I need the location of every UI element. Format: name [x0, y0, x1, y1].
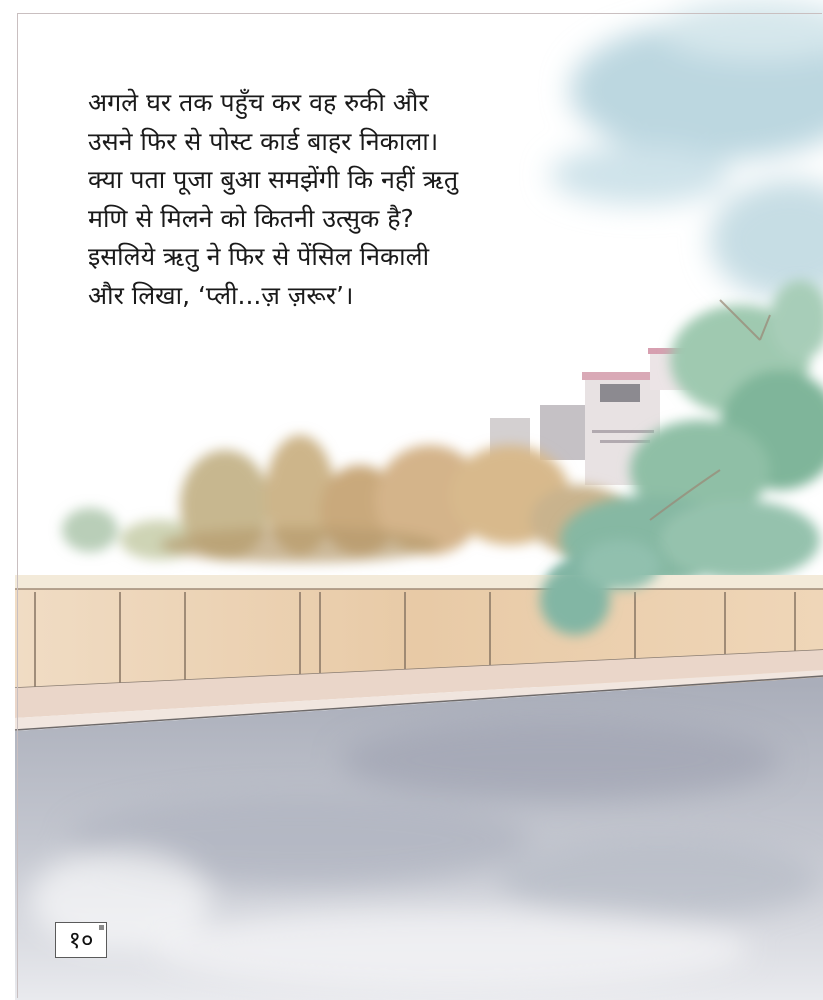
road — [15, 677, 823, 1000]
story-line: क्या पता पूजा बुआ समझेंगी कि नहीं ऋतु — [88, 165, 459, 194]
story-line: उसने फिर से पोस्ट कार्ड बाहर निकाला। — [88, 126, 439, 156]
story-paragraph — [88, 84, 568, 315]
page-number-box — [55, 922, 107, 958]
story-line: मणि से मिलने को कितनी उत्सुक है? — [88, 203, 414, 233]
page-number: १० — [68, 926, 94, 954]
story-line: इसलिये ऋतु ने फिर से पेंसिल निकाली — [88, 242, 430, 271]
story-line: और लिखा, ‘प्ली...ज़ ज़रूर’। — [88, 280, 354, 310]
corner-mark — [99, 925, 104, 930]
story-line: अगले घर तक पहुँच कर वह रुकी और — [88, 88, 429, 117]
sky-wash — [550, 0, 823, 300]
